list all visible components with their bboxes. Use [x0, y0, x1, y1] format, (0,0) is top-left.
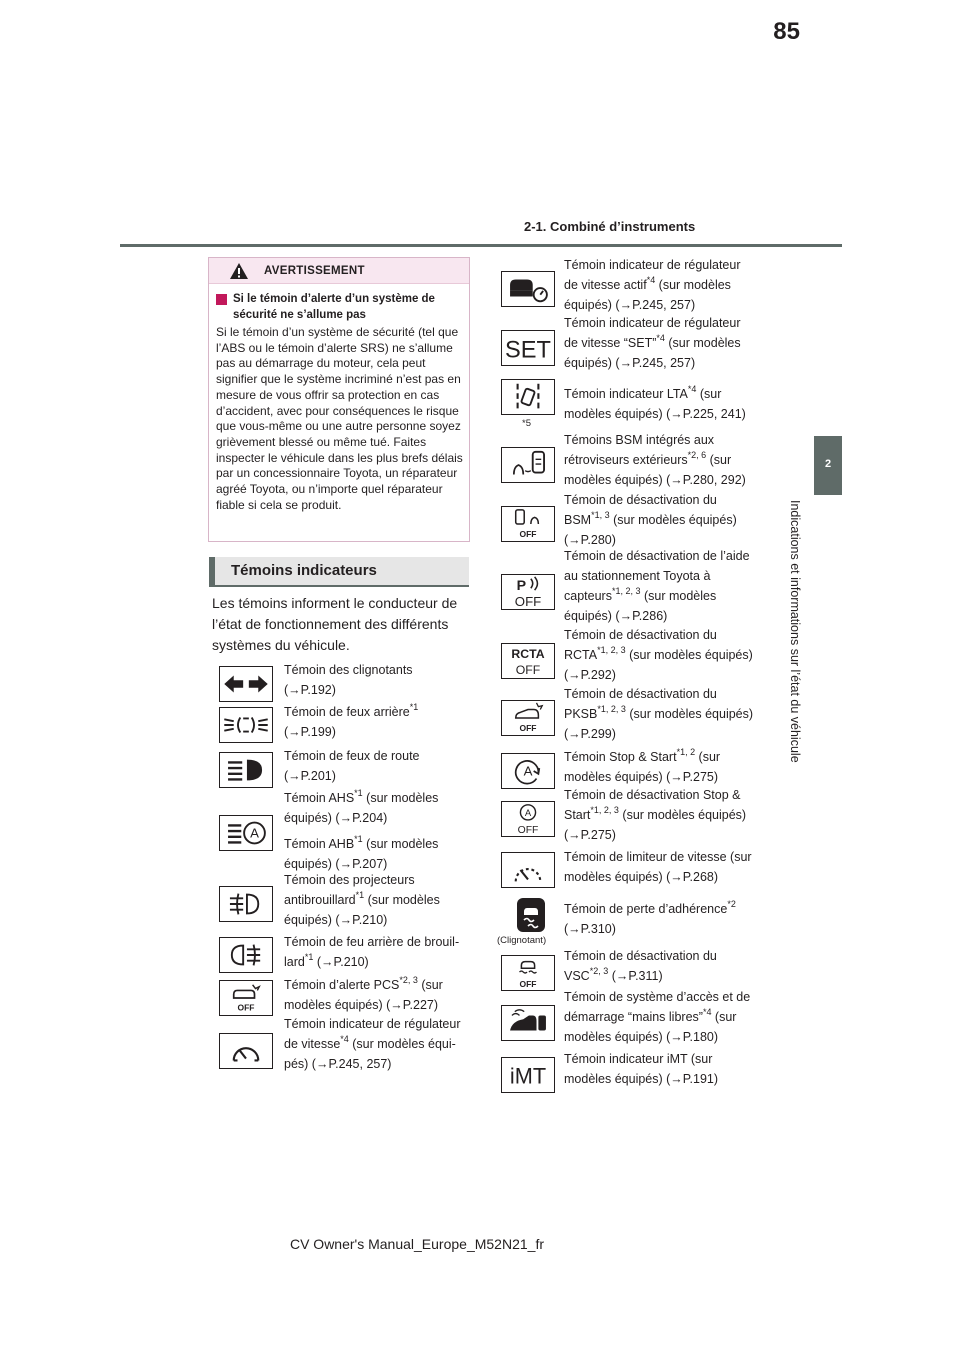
bsm-mirror-icon: [501, 447, 555, 483]
section-header: 2-1. Combiné d’instruments: [524, 219, 696, 234]
lta-note: *5: [522, 418, 531, 429]
left-item-text: Témoin d’alerte PCS$^{*2, 3}$ (sur modèles équipés) (→P.227): [284, 975, 443, 1012]
pcs-off-icon: [219, 980, 273, 1016]
warning-header: [209, 258, 469, 284]
rear-fog-light-icon: [219, 937, 273, 973]
right-item-text: Témoin indicateur de régulateur de vitesse “SET”$^{*4}$ (sur modèles équipés) (→P.245, 257): [564, 316, 741, 370]
parking-sensor-off-icon: [501, 574, 555, 610]
section-title: Témoins indicateurs: [231, 562, 377, 579]
warning-box: [208, 257, 470, 542]
stop-start-off-icon: [501, 801, 555, 837]
lta-icon: [501, 379, 555, 415]
pksb-off-icon: [501, 700, 555, 736]
warning-triangle-icon: [229, 262, 249, 280]
left-item-text: Témoin des projecteurs antibrouillard$^{*1}$ (sur modèles équipés) (→P.210): [284, 873, 440, 927]
a-label: A: [523, 763, 533, 779]
warning-bullet: [216, 294, 227, 305]
chapter-tab: 2: [814, 436, 842, 495]
left-item-text: Témoin AHB$^{*1}$ (sur modèles équipés) (→P.207): [284, 834, 439, 871]
left-item-text: Témoin AHS$^{*1}$ (sur modèles équipés) (→P.204): [284, 788, 439, 825]
right-item-text: Témoin de système d’accès et de démarrage “mains libres”$^{*4}$ (sur modèles équipés) (→P.180): [564, 990, 751, 1044]
imt-icon: [501, 1057, 555, 1093]
right-item-text: Témoin indicateur LTA$^{*4}$ (sur modèles équipés) (→P.225, 241): [564, 384, 746, 421]
warning-title: AVERTISSEMENT: [264, 265, 365, 277]
warning-body: Si le témoin d’un système de sécurité (tel que l’ABS ou le témoin d’alerte SRS) ne s’allume pas au démarrage du moteur, cela peut signifier que le système incriminé n’est pas en mesure de vous offrir sa protection en cas d’accident, avec pour conséquences le risque que vous-même ou une autre personne soyez grièvement blessé ou même tué. Faites inspecter le véhicule dans les plus brefs délais par un concessionnaire Toyota, un réparateur agréé Toyota, ou n’importe quel réparateur fiable si cela se produit.: [216, 325, 463, 512]
right-item-text: Témoins BSM intégrés aux rétroviseurs extérieurs$^{*2, 6}$ (sur modèles équipés) (→P.280, 292): [564, 433, 746, 487]
right-item-text: Témoin indicateur de régulateur de vitesse actif$^{*4}$ (sur modèles équipés) (→P.245, 257): [564, 258, 741, 312]
smart-entry-icon: [501, 1005, 555, 1041]
off-label: OFF: [519, 979, 537, 990]
right-item-text: Témoin de désactivation du VSC$^{*2, 3}$ (→P.311): [564, 949, 717, 983]
svg-text:A: A: [250, 825, 259, 841]
speed-limiter-icon: [501, 852, 555, 888]
vsc-off-icon: [501, 955, 555, 991]
cruise-set-icon: [501, 330, 555, 366]
high-beam-icon: [219, 752, 273, 788]
right-item-text: Témoin de perte d’adhérence$^{*2}$ (→P.310): [564, 899, 736, 936]
left-item-text: Témoin des clignotants (→P.192): [284, 663, 413, 697]
right-item-text: Témoin de désactivation du RCTA$^{*1, 2, 3}$ (sur modèles équipés) (→P.292): [564, 628, 753, 682]
footer: CV Owner's Manual_Europe_M52N21_fr: [289, 1236, 544, 1252]
right-item-text: Témoin de désactivation du BSM$^{*1, 3}$ (sur modèles équipés) (→P.280): [564, 493, 737, 547]
chapter-title: Indications et informations sur l’état du véhicule: [788, 500, 802, 763]
left-item-text: Témoin de feux de route (→P.201): [284, 749, 420, 783]
header-rule: [120, 244, 842, 247]
section-title-bar: [209, 557, 469, 587]
right-item-text: Témoin de limiteur de vitesse (sur modèles équipés) (→P.268): [564, 850, 752, 884]
right-item-text: Témoin de désactivation Stop & Start$^{*1, 2, 3}$ (sur modèles équipés) (→P.275): [564, 788, 747, 842]
right-item-text: Témoin de désactivation de l’aide au stationnement Toyota à capteurs$^{*1, 2, 3}$ (sur modèles équipés) (→P.286): [564, 549, 750, 623]
left-item-text: Témoin de feux arrière$^{*1}$ (→P.199): [284, 702, 419, 739]
bsm-off-icon: [501, 506, 555, 542]
auto-high-beam-icon: [219, 815, 273, 851]
rcta-label: RCTA: [511, 647, 545, 662]
stop-start-icon: [501, 753, 555, 789]
imt-label: iMT: [509, 1063, 547, 1089]
page-number: 85: [773, 18, 800, 45]
off-label: OFF: [519, 529, 537, 540]
off-label: OFF: [517, 825, 539, 836]
right-item-text: Témoin indicateur iMT (sur modèles équipés) (→P.191): [564, 1052, 719, 1086]
warning-subtitle: Si le témoin d’alerte d’un système de sécurité ne s’allume pas: [233, 293, 435, 321]
left-item-text: Témoin de feu arrière de brouillard$^{*1}$ (→P.210): [284, 935, 460, 969]
set-icon-text: SET: [505, 337, 551, 364]
left-item-text: Témoin indicateur de régulateur de vitesse$^{*4}$ (sur modèles équipés) (→P.245, 257): [284, 1017, 461, 1071]
a-label: A: [524, 808, 532, 820]
right-item-text: Témoin de désactivation du PKSB$^{*1, 2, 3}$ (sur modèles équipés) (→P.299): [564, 687, 754, 741]
rcta-off-icon: [501, 643, 555, 679]
chapter-title-vertical: [782, 500, 808, 800]
turn-signal-icon: [219, 666, 273, 702]
slip-note: (Clignotant): [497, 935, 547, 946]
right-item-text: Témoin Stop & Start$^{*1, 2}$ (sur modèles équipés) (→P.275): [564, 747, 721, 784]
dynamic-radar-cruise-icon: [501, 271, 555, 307]
slip-indicator-icon: [516, 897, 546, 933]
cruise-control-icon: [219, 1033, 273, 1069]
off-label: OFF: [514, 594, 542, 609]
front-fog-light-icon: [219, 886, 273, 922]
tail-light-icon: [219, 707, 273, 743]
intro-paragraph: Les témoins informent le conducteur de l’état de fonctionnement des différents systèmes du véhicule.: [212, 595, 458, 653]
svg-text:P: P: [516, 578, 527, 595]
off-label: OFF: [519, 723, 537, 734]
off-label: OFF: [515, 663, 541, 678]
svg-text:OFF: OFF: [237, 1002, 255, 1013]
